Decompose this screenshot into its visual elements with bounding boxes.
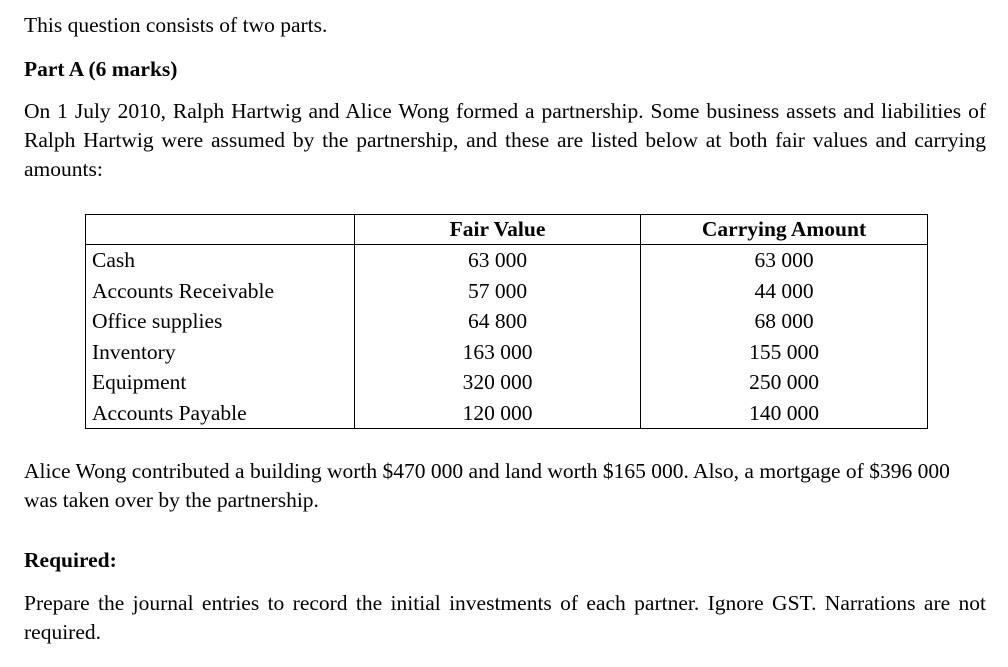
table-row: [86, 276, 928, 307]
header-fair-value: Fair Value: [355, 215, 641, 245]
required-instructions: Prepare the journal entries to record the initial investments of each partner. Ignore GST. Narrations are not required.: [24, 591, 986, 644]
table-row: [86, 367, 928, 398]
row-label: Inventory: [86, 337, 355, 368]
table-row: [86, 337, 928, 368]
row-carrying-amount: 155 000: [641, 337, 928, 368]
required-heading: Required:: [24, 548, 117, 572]
row-carrying-amount: 63 000: [641, 245, 928, 276]
row-label: Accounts Payable: [86, 398, 355, 429]
table-row: [86, 306, 928, 337]
row-carrying-amount: 44 000: [641, 276, 928, 307]
table-row: [86, 398, 928, 429]
row-carrying-amount: 250 000: [641, 367, 928, 398]
row-fair-value: 57 000: [355, 276, 641, 307]
row-fair-value: 63 000: [355, 245, 641, 276]
intro-text: This question consists of two parts.: [24, 13, 328, 37]
row-label: Office supplies: [86, 306, 355, 337]
table-header-row: [86, 215, 928, 245]
row-label: Equipment: [86, 367, 355, 398]
row-fair-value: 163 000: [355, 337, 641, 368]
row-carrying-amount: 140 000: [641, 398, 928, 429]
assets-liabilities-table: [85, 214, 928, 429]
row-fair-value: 120 000: [355, 398, 641, 429]
row-label: Accounts Receivable: [86, 276, 355, 307]
row-fair-value: 64 800: [355, 306, 641, 337]
header-carrying-amount: Carrying Amount: [641, 215, 928, 245]
header-label: [86, 215, 355, 245]
partnership-paragraph: On 1 July 2010, Ralph Hartwig and Alice Wong formed a partnership. Some business assets and liabilities of Ralph Hartwig were assumed by the partnership, and these are listed below at both fair values and carrying amounts:: [24, 99, 986, 181]
table-row: [86, 245, 928, 276]
row-fair-value: 320 000: [355, 367, 641, 398]
alice-contribution-paragraph: Alice Wong contributed a building worth $470 000 and land worth $165 000. Also, a mortgage of $396 000 was taken over by the partnership.: [24, 459, 950, 512]
part-a-heading: Part A (6 marks): [24, 57, 178, 81]
row-label: Cash: [86, 245, 355, 276]
row-carrying-amount: 68 000: [641, 306, 928, 337]
